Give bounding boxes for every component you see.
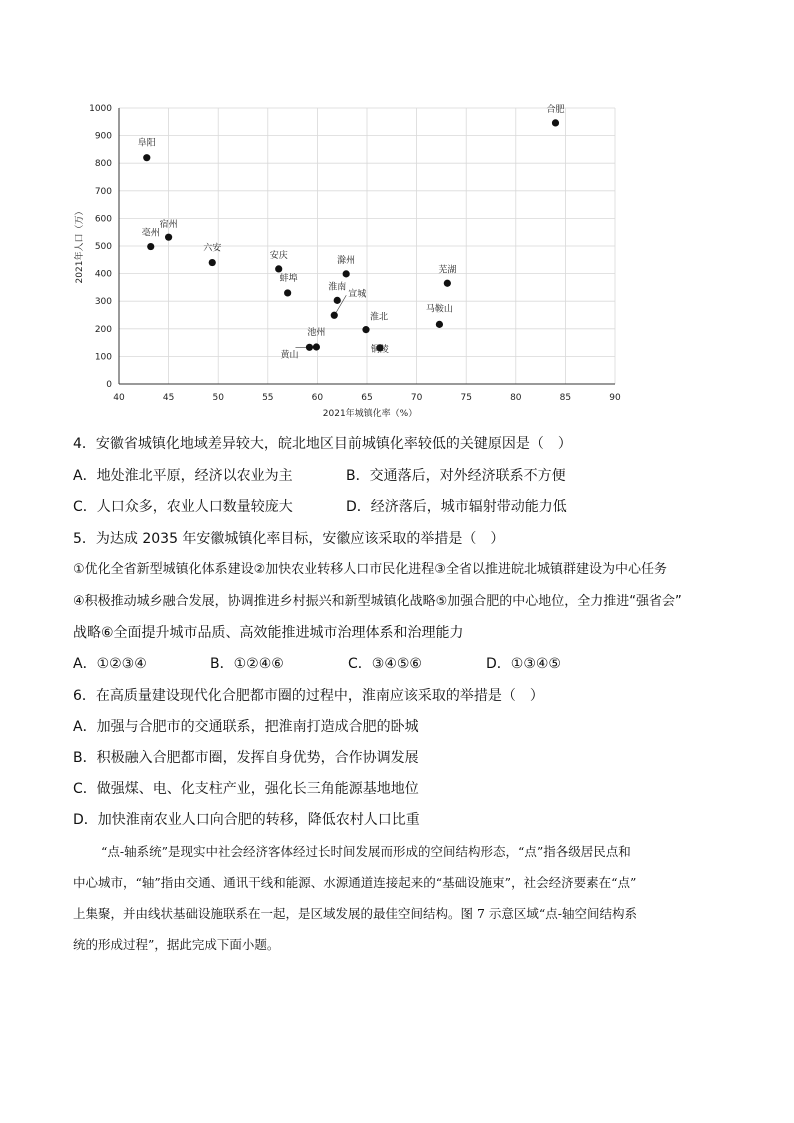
q5-option-c[interactable]: C．③④⑤⑥: [348, 656, 422, 672]
data-point-合肥: [552, 119, 559, 126]
y-tick-label: 700: [94, 186, 112, 197]
point-label: 池州: [307, 328, 326, 339]
scatter-chart: [60, 95, 640, 425]
x-tick-label: 45: [162, 393, 175, 403]
y-tick-label: 400: [94, 269, 112, 280]
point-label: 淮南: [328, 282, 347, 293]
data-point-安庆: [275, 265, 282, 272]
point-label: 蚌埠: [279, 273, 298, 284]
data-point-蚌埠: [284, 289, 291, 296]
data-point-阜阳: [143, 154, 150, 161]
data-point-马鞍山: [436, 321, 443, 328]
x-tick-label: 85: [559, 393, 572, 403]
x-tick-label: 70: [410, 393, 423, 403]
q4-stem: 4．安徽省城镇化地域差异较大，皖北地区目前城镇化率较低的关键原因是（ ）: [73, 436, 572, 452]
y-tick-label: 0: [106, 380, 112, 390]
y-tick-label: 300: [94, 297, 112, 308]
data-point-宿州: [165, 234, 172, 241]
point-label: 六安: [203, 243, 222, 254]
q6-option-c[interactable]: C．做强煤、电、化支柱产业，强化长三角能源基地地位: [73, 781, 419, 797]
intro-line-3: 上集聚，并由线状基础设施联系在一起，是区域发展的最佳空间结构。图 7 示意区域“点-轴空间结构系: [73, 906, 638, 921]
chart-grid: [119, 108, 615, 384]
point-label: 宣城: [348, 289, 367, 300]
point-label: 安庆: [269, 250, 288, 261]
point-label: 铜陵: [370, 344, 389, 355]
y-tick-label: 600: [94, 214, 112, 225]
data-point-黄山: [306, 344, 313, 351]
x-tick-label: 40: [113, 393, 125, 403]
data-point-芜湖: [444, 280, 451, 287]
x-tick-label: 80: [510, 393, 522, 403]
intro-line-1: “点-轴系统”是现实中社会经济客体经过长时间发展而形成的空间结构形态，“点”指各级居民点和: [101, 844, 631, 859]
point-label: 黄山: [280, 350, 299, 361]
q4-option-d[interactable]: D．经济落后，城市辐射带动能力低: [346, 499, 567, 515]
x-tick-label: 60: [311, 393, 324, 403]
y-tick-label: 900: [94, 131, 112, 142]
point-label: 合肥: [546, 104, 565, 115]
q5-statement-line-3: 战略⑥全面提升城市品质、高效能推进城市治理体系和治理能力: [73, 625, 464, 641]
data-point-宣城: [331, 312, 338, 319]
x-tick-label: 90: [609, 393, 621, 403]
point-label: 马鞍山: [425, 304, 453, 315]
y-axis-label: 2021年人口（万）: [75, 206, 85, 284]
y-tick-label: 800: [94, 159, 112, 170]
data-point-淮南: [334, 297, 341, 304]
q4-option-a[interactable]: A．地处淮北平原，经济以农业为主: [73, 468, 293, 484]
point-label: 芜湖: [438, 265, 457, 276]
q6-option-a[interactable]: A．加强与合肥市的交通联系，把淮南打造成合肥的卧城: [73, 719, 419, 735]
y-tick-label: 500: [94, 242, 112, 252]
q6-option-d[interactable]: D．加快淮南农业人口向合肥的转移，降低农村人口比重: [73, 812, 420, 828]
q6-option-b[interactable]: B．积极融入合肥都市圈，发挥自身优势，合作协调发展: [73, 750, 419, 766]
x-tick-label: 55: [262, 393, 274, 403]
x-tick-label: 65: [361, 393, 373, 403]
data-point-淮北: [362, 326, 369, 333]
point-label: 宿州: [159, 220, 178, 231]
point-label: 亳州: [141, 228, 160, 239]
data-point-池州: [313, 343, 320, 350]
q4-option-b[interactable]: B．交通落后，对外经济联系不方便: [346, 468, 566, 484]
q5-statement-line-1: ①优化全省新型城镇化体系建设②加快农业转移人口市民化进程③全省以推进皖北城镇群建设为中心任务: [73, 562, 667, 577]
data-point-六安: [209, 259, 216, 266]
q5-statement-line-2: ④积极推动城乡融合发展，协调推进乡村振兴和新型城镇化战略⑤加强合肥的中心地位，全力推进“强省会”: [73, 594, 682, 609]
q5-option-d[interactable]: D．①③④⑤: [486, 656, 561, 672]
x-axis-label: 2021年城镇化率（%）: [322, 409, 418, 419]
y-tick-label: 100: [94, 352, 112, 363]
y-tick-label: 1000: [89, 104, 112, 114]
x-tick-label: 50: [212, 393, 224, 403]
point-label: 淮北: [370, 312, 389, 323]
chart-points: [138, 103, 565, 360]
data-point-亳州: [147, 243, 154, 250]
point-label: 阜阳: [137, 138, 156, 149]
x-tick-label: 75: [460, 393, 472, 403]
data-point-滁州: [343, 270, 350, 277]
q6-stem: 6．在高质量建设现代化合肥都市圈的过程中，淮南应该采取的举措是（ ）: [73, 688, 544, 704]
intro-line-2: 中心城市，“轴”指由交通、通讯干线和能源、水源通道连接起来的“基础设施束”，社会经济要素在“点”: [73, 875, 637, 890]
y-tick-label: 200: [94, 324, 112, 335]
q4-option-c[interactable]: C．人口众多，农业人口数量较庞大: [73, 499, 293, 515]
intro-line-4: 统的形成过程”，据此完成下面小题。: [73, 937, 280, 952]
point-label: 滁州: [337, 255, 356, 266]
q5-option-b[interactable]: B．①②④⑥: [210, 656, 284, 672]
q5-stem: 5．为达成 2035 年安徽城镇化率目标，安徽应该采取的举措是（ ）: [73, 531, 505, 547]
q5-option-a[interactable]: A．①②③④: [73, 656, 147, 672]
